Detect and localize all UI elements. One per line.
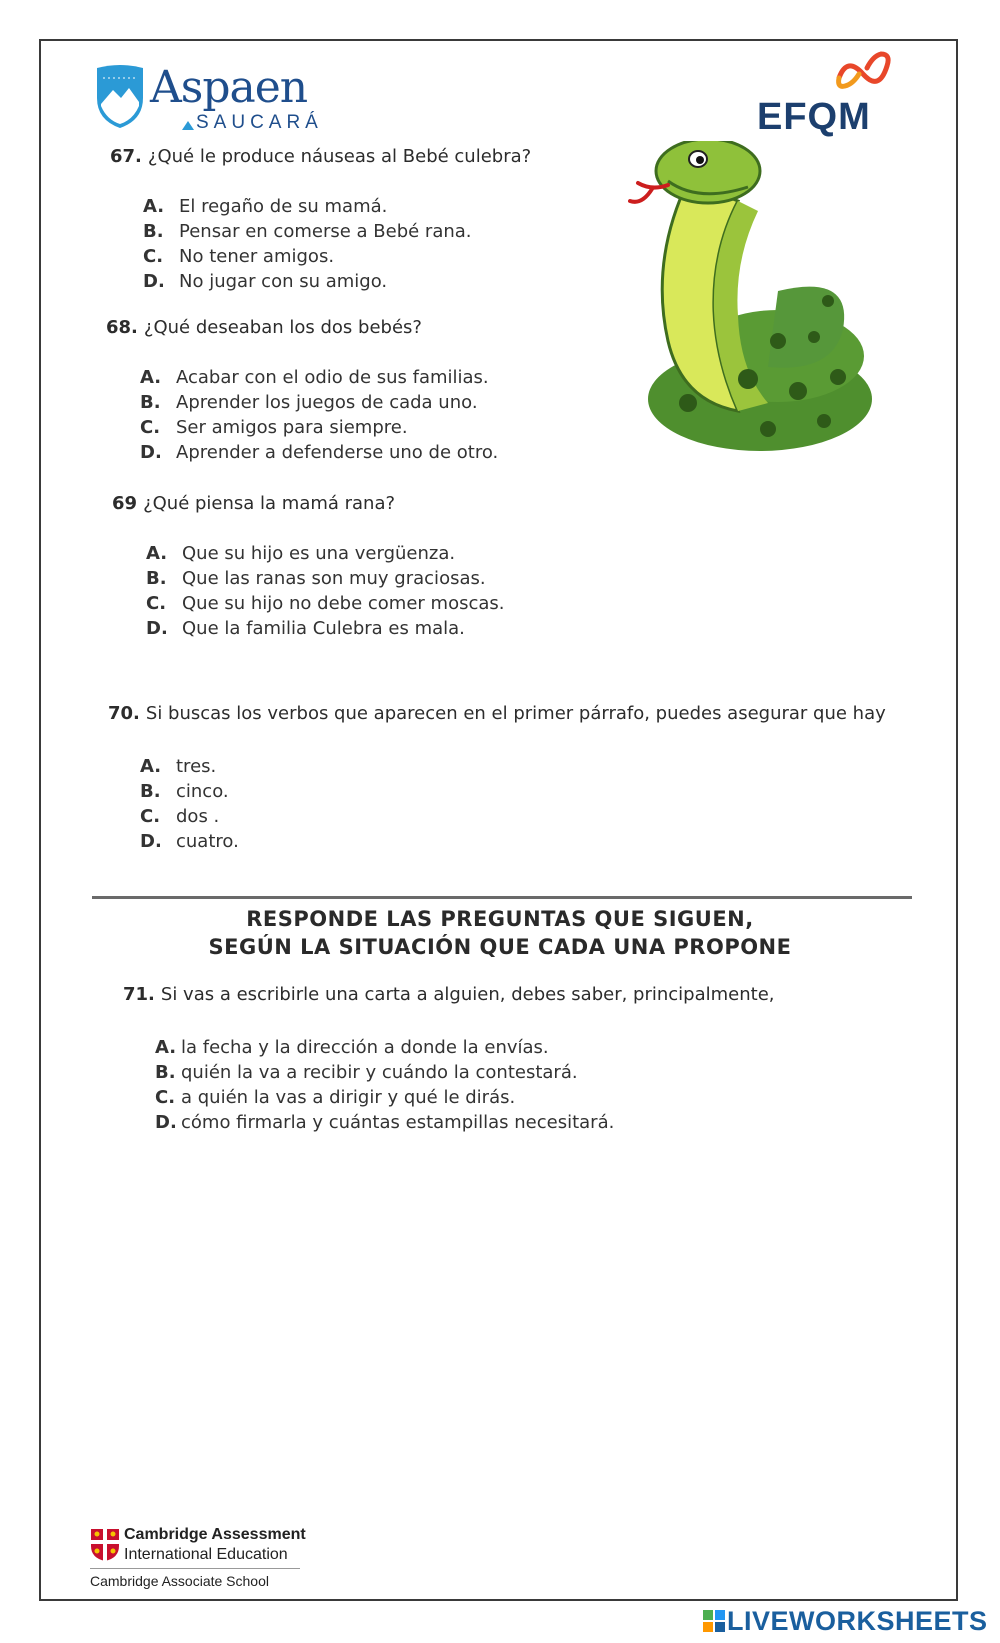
question-text: ¿Qué piensa la mamá rana?	[143, 493, 396, 514]
option-71-a[interactable]	[155, 1037, 549, 1058]
section-heading-line1: RESPONDE LAS PREGUNTAS QUE SIGUEN,	[246, 907, 754, 931]
option-69-a[interactable]	[146, 543, 455, 564]
option-67-c[interactable]	[143, 246, 334, 267]
option-letter: C.	[155, 1087, 176, 1108]
option-letter: D.	[146, 618, 168, 639]
option-68-b[interactable]	[140, 392, 478, 413]
cambridge-shield-icon	[90, 1528, 120, 1562]
option-text: No tener amigos.	[179, 246, 335, 267]
school-sub-marker	[182, 121, 194, 130]
section-heading-line2: SEGÚN LA SITUACIÓN QUE CADA UNA PROPONE	[208, 935, 792, 959]
cambridge-line2: International Education	[124, 1546, 288, 1563]
option-69-c[interactable]	[146, 593, 504, 614]
option-letter: D.	[140, 442, 162, 463]
efqm-title: EFQM	[757, 96, 871, 138]
option-69-d[interactable]	[146, 618, 465, 639]
option-letter: C.	[140, 806, 161, 827]
option-text: Que su hijo no debe comer moscas.	[182, 593, 505, 614]
option-67-d[interactable]	[143, 271, 387, 292]
question-text: ¿Qué deseaban los dos bebés?	[143, 317, 422, 338]
option-70-c[interactable]	[140, 806, 219, 827]
option-67-a[interactable]	[143, 196, 387, 217]
option-71-c[interactable]	[155, 1087, 515, 1108]
option-letter: A.	[140, 756, 162, 777]
liveworksheets-watermark[interactable]: LIVEWORKSHEETS	[727, 1606, 988, 1636]
question-number: 67.	[110, 146, 142, 167]
question-number: 71.	[123, 984, 155, 1005]
school-name: Aspaen	[150, 62, 308, 113]
question-number: 69	[112, 493, 138, 514]
option-letter: C.	[140, 417, 161, 438]
option-letter: D.	[143, 271, 165, 292]
question-number: 70.	[108, 703, 140, 724]
option-letter: C.	[146, 593, 167, 614]
question-67	[110, 146, 531, 167]
option-text: Aprender a defenderse uno de otro.	[176, 442, 499, 463]
cambridge-rule	[90, 1568, 300, 1569]
option-text: cuatro.	[176, 831, 239, 852]
option-text: cinco.	[176, 781, 229, 802]
option-71-b[interactable]	[155, 1062, 578, 1083]
option-70-b[interactable]	[140, 781, 229, 802]
snake-illustration	[628, 141, 874, 461]
question-text: ¿Qué le produce náuseas al Bebé culebra?	[147, 146, 532, 167]
option-text: Pensar en comerse a Bebé rana.	[179, 221, 472, 242]
question-68	[106, 317, 422, 338]
option-68-c[interactable]	[140, 417, 408, 438]
option-text: No jugar con su amigo.	[179, 271, 388, 292]
question-number: 68.	[106, 317, 138, 338]
question-70	[108, 703, 886, 724]
cambridge-line3: Cambridge Associate School	[90, 1573, 269, 1589]
option-letter: A.	[155, 1037, 177, 1058]
option-text: dos .	[176, 806, 220, 827]
option-text: Aprender los juegos de cada uno.	[176, 392, 478, 413]
option-text: Ser amigos para siempre.	[176, 417, 408, 438]
option-71-d[interactable]	[155, 1112, 614, 1133]
option-text: la fecha y la dirección a donde la envías.	[181, 1037, 549, 1058]
option-letter: C.	[143, 246, 164, 267]
question-71	[123, 984, 775, 1005]
option-letter: A.	[143, 196, 165, 217]
option-70-d[interactable]	[140, 831, 239, 852]
option-67-b[interactable]	[143, 221, 472, 242]
option-text: tres.	[176, 756, 217, 777]
option-letter: B.	[143, 221, 164, 242]
school-subtitle: SAUCARÁ	[196, 112, 323, 133]
option-letter: B.	[146, 568, 167, 589]
option-68-d[interactable]	[140, 442, 498, 463]
option-text: a quién la vas a dirigir y qué le dirás.	[181, 1087, 516, 1108]
option-text: Que su hijo es una vergüenza.	[182, 543, 456, 564]
question-text: Si buscas los verbos que aparecen en el primer párrafo, puedes asegurar que hay	[145, 703, 886, 724]
question-text: Si vas a escribirle una carta a alguien, debes saber, principalmente,	[160, 984, 775, 1005]
option-text: Que las ranas son muy graciosas.	[182, 568, 486, 589]
option-text: quién la va a recibir y cuándo la contestará.	[181, 1062, 578, 1083]
option-letter: B.	[140, 392, 161, 413]
option-letter: B.	[140, 781, 161, 802]
option-letter: D.	[140, 831, 162, 852]
question-69	[112, 493, 395, 514]
option-letter: A.	[146, 543, 168, 564]
option-text: El regaño de su mamá.	[179, 196, 388, 217]
option-text: Acabar con el odio de sus familias.	[176, 367, 489, 388]
option-text: cómo firmarla y cuántas estampillas necesitará.	[181, 1112, 615, 1133]
cambridge-line1: Cambridge Assessment	[124, 1526, 306, 1543]
option-69-b[interactable]	[146, 568, 486, 589]
option-68-a[interactable]	[140, 367, 489, 388]
option-letter: B.	[155, 1062, 176, 1083]
section-divider	[92, 896, 912, 899]
liveworksheets-mark-icon	[703, 1610, 725, 1632]
option-letter: D.	[155, 1112, 177, 1133]
option-70-a[interactable]	[140, 756, 216, 777]
option-letter: A.	[140, 367, 162, 388]
efqm-infinity-icon	[833, 48, 897, 96]
option-text: Que la familia Culebra es mala.	[182, 618, 465, 639]
aspaen-shield-icon	[95, 64, 145, 130]
